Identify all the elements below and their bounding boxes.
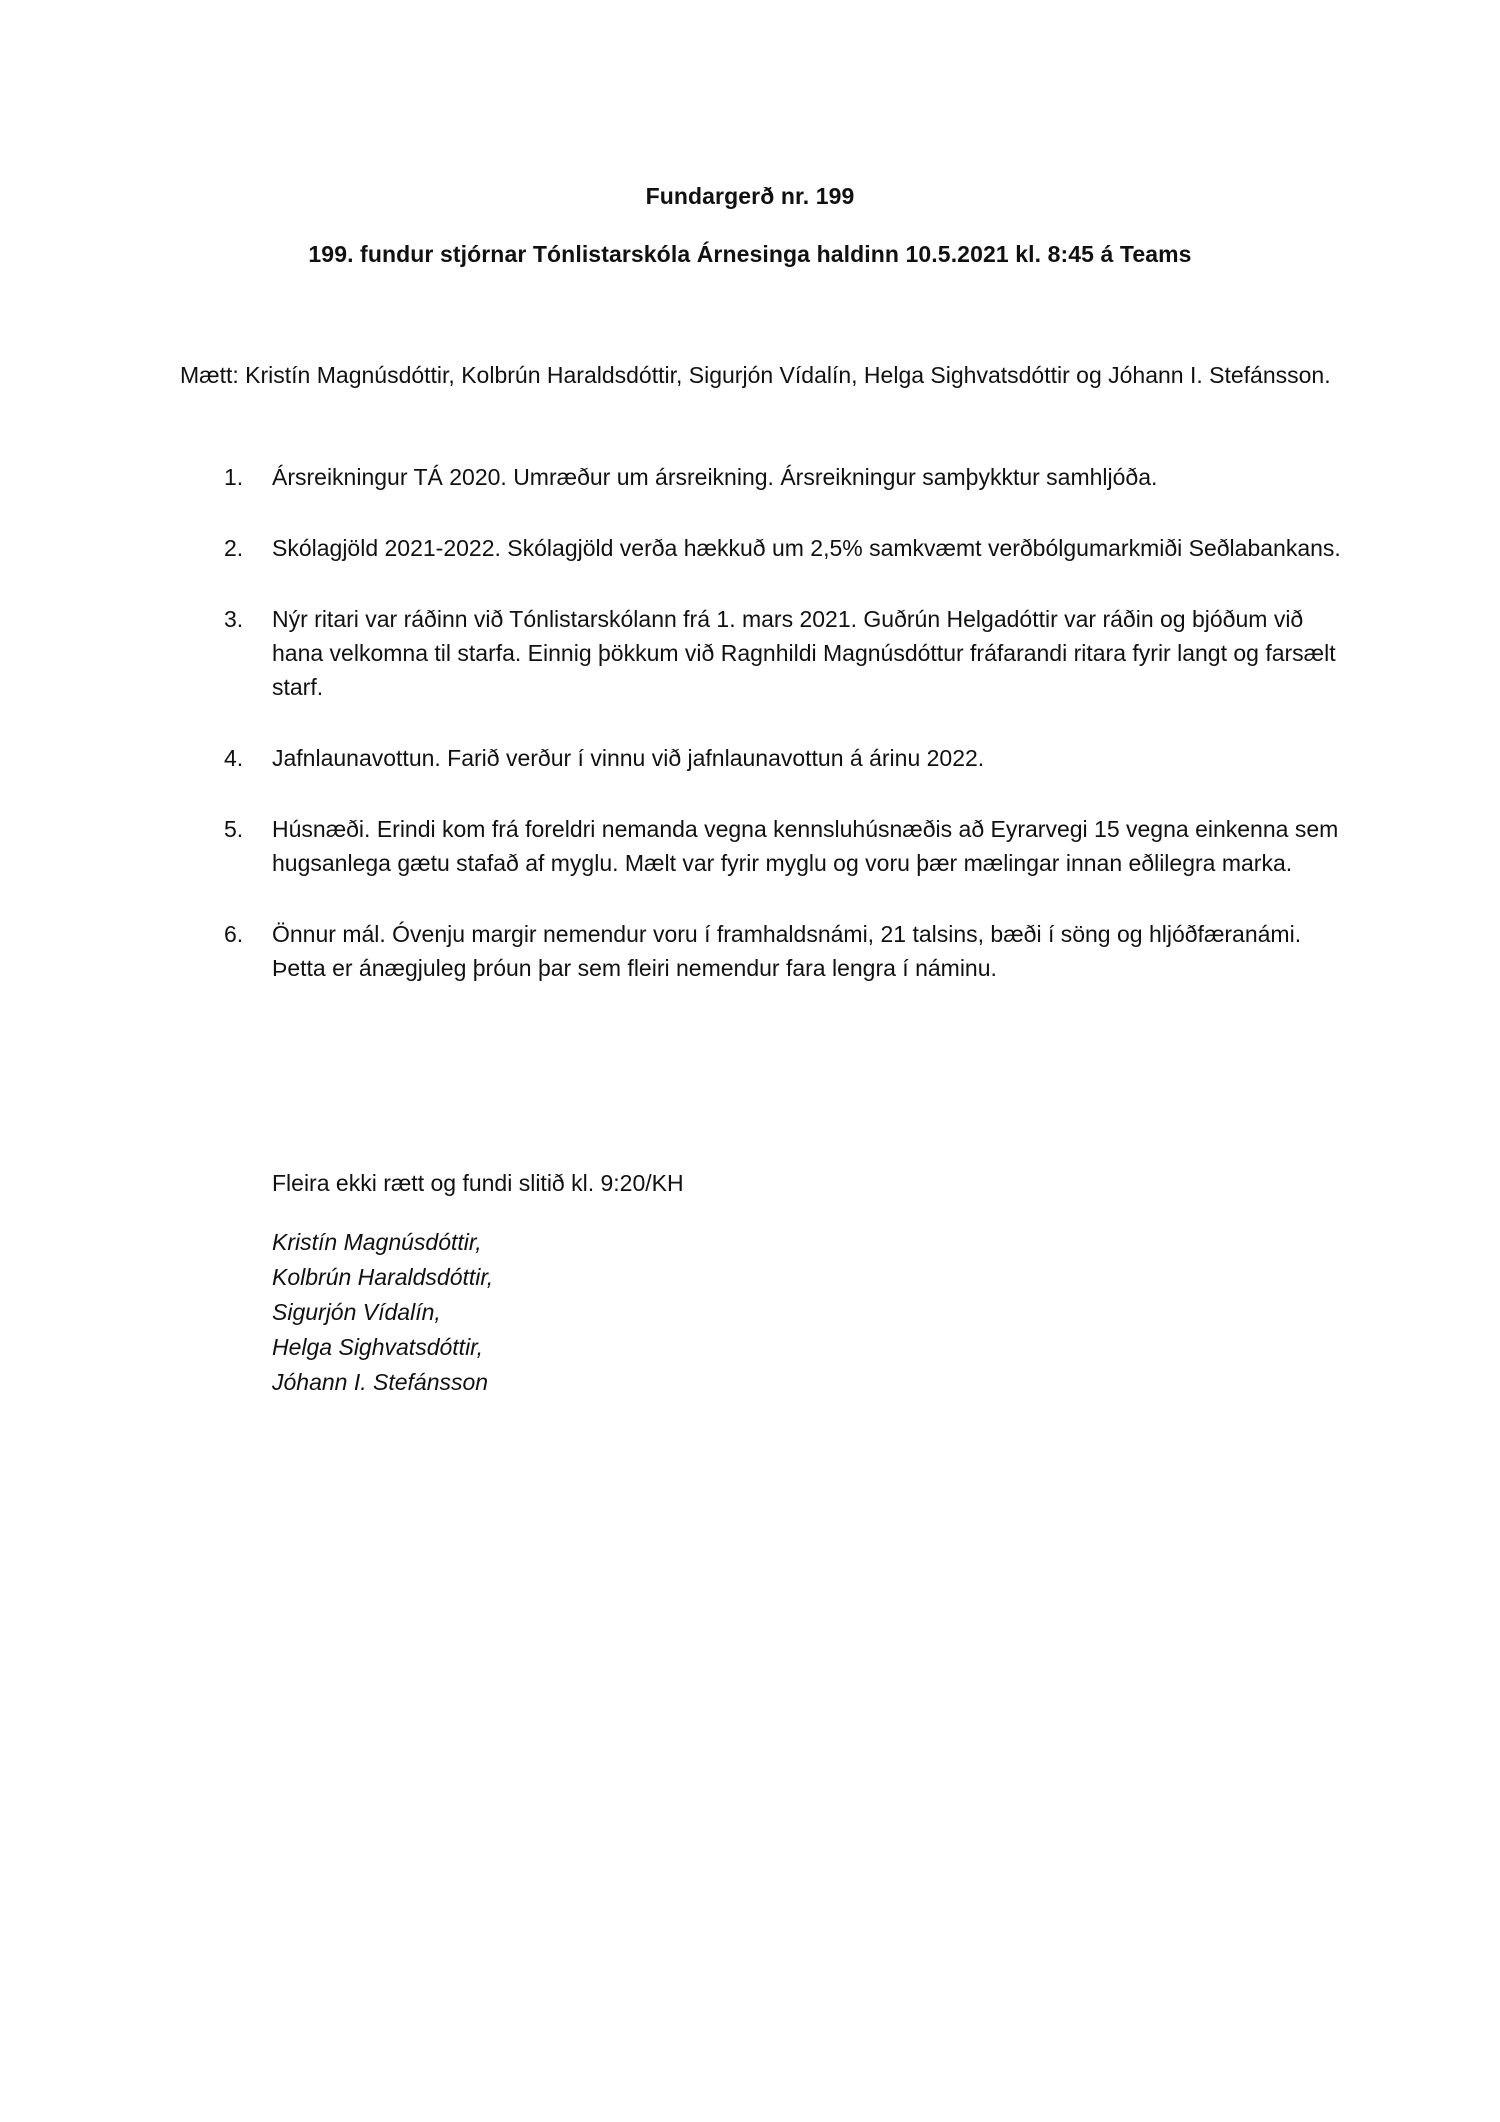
agenda-item-text: Skólagjöld 2021-2022. Skólagjöld verða hækkuð um 2,5% samkvæmt verðbólgumarkmiði Seðlabankans. [272,535,1341,561]
closing-statement: Fleira ekki rætt og fundi slitið kl. 9:20/KH [272,1170,684,1196]
agenda-item-6 [180,917,1350,985]
agenda-item-2 [180,531,1350,565]
agenda-item-number: 1. [224,464,244,490]
agenda-item-number: 6. [224,921,244,947]
document-title: Fundargerð nr. 199 [645,183,855,209]
agenda-item-5 [180,812,1350,880]
agenda-item-text: Húsnæði. Erindi kom frá foreldri nemanda vegna kennsluhúsnæðis að Eyrarvegi 15 vegna einkenna sem hugsanlega gætu stafað af myglu. Mælt var fyrir myglu og voru þær mælingar innan eðlilegra marka. [272,816,1339,876]
agenda-item-number: 4. [224,745,244,771]
agenda-item-number: 3. [224,606,244,632]
signature-line: Kristín Magnúsdóttir, [272,1229,482,1255]
signature-line: Kolbrún Haraldsdóttir, [272,1264,494,1290]
agenda-item-number: 5. [224,816,244,842]
agenda-item-text: Jafnlaunavottun. Farið verður í vinnu við jafnlaunavottun á árinu 2022. [272,745,985,771]
agenda-item-1 [180,460,1350,494]
attendees-paragraph: Mætt: Kristín Magnúsdóttir, Kolbrún Haraldsdóttir, Sigurjón Vídalín, Helga Sighvatsdóttir og Jóhann I. Stefánsson. [180,362,1331,388]
signature-line: Jóhann I. Stefánsson [272,1369,489,1395]
signature-line: Sigurjón Vídalín, [272,1299,441,1325]
agenda-item-text: Ársreikningur TÁ 2020. Umræður um ársreikning. Ársreikningur samþykktur samhljóða. [272,464,1158,490]
meeting-subtitle: 199. fundur stjórnar Tónlistarskóla Árnesinga haldinn 10.5.2021 kl. 8:45 á Teams [308,241,1192,267]
signature-block [272,1225,493,1400]
agenda-item-4 [180,741,1350,775]
agenda-item-text: Nýr ritari var ráðinn við Tónlistarskólann frá 1. mars 2021. Guðrún Helgadóttir var ráðin og bjóðum við hana velkomna til starfa. Einnig þökkum við Ragnhildi Magnúsdóttur fráfarandi ritara fyrir langt og farsælt starf. [272,606,1336,700]
agenda-item-text: Önnur mál. Óvenju margir nemendur voru í framhaldsnámi, 21 talsins, bæði í söng og hljóðfæranámi. Þetta er ánægjuleg þróun þar sem fleiri nemendur fara lengra í náminu. [272,921,1302,981]
agenda-item-3 [180,602,1350,704]
signature-line: Helga Sighvatsdóttir, [272,1334,483,1360]
agenda-item-number: 2. [224,535,244,561]
agenda-list [180,460,1350,1022]
